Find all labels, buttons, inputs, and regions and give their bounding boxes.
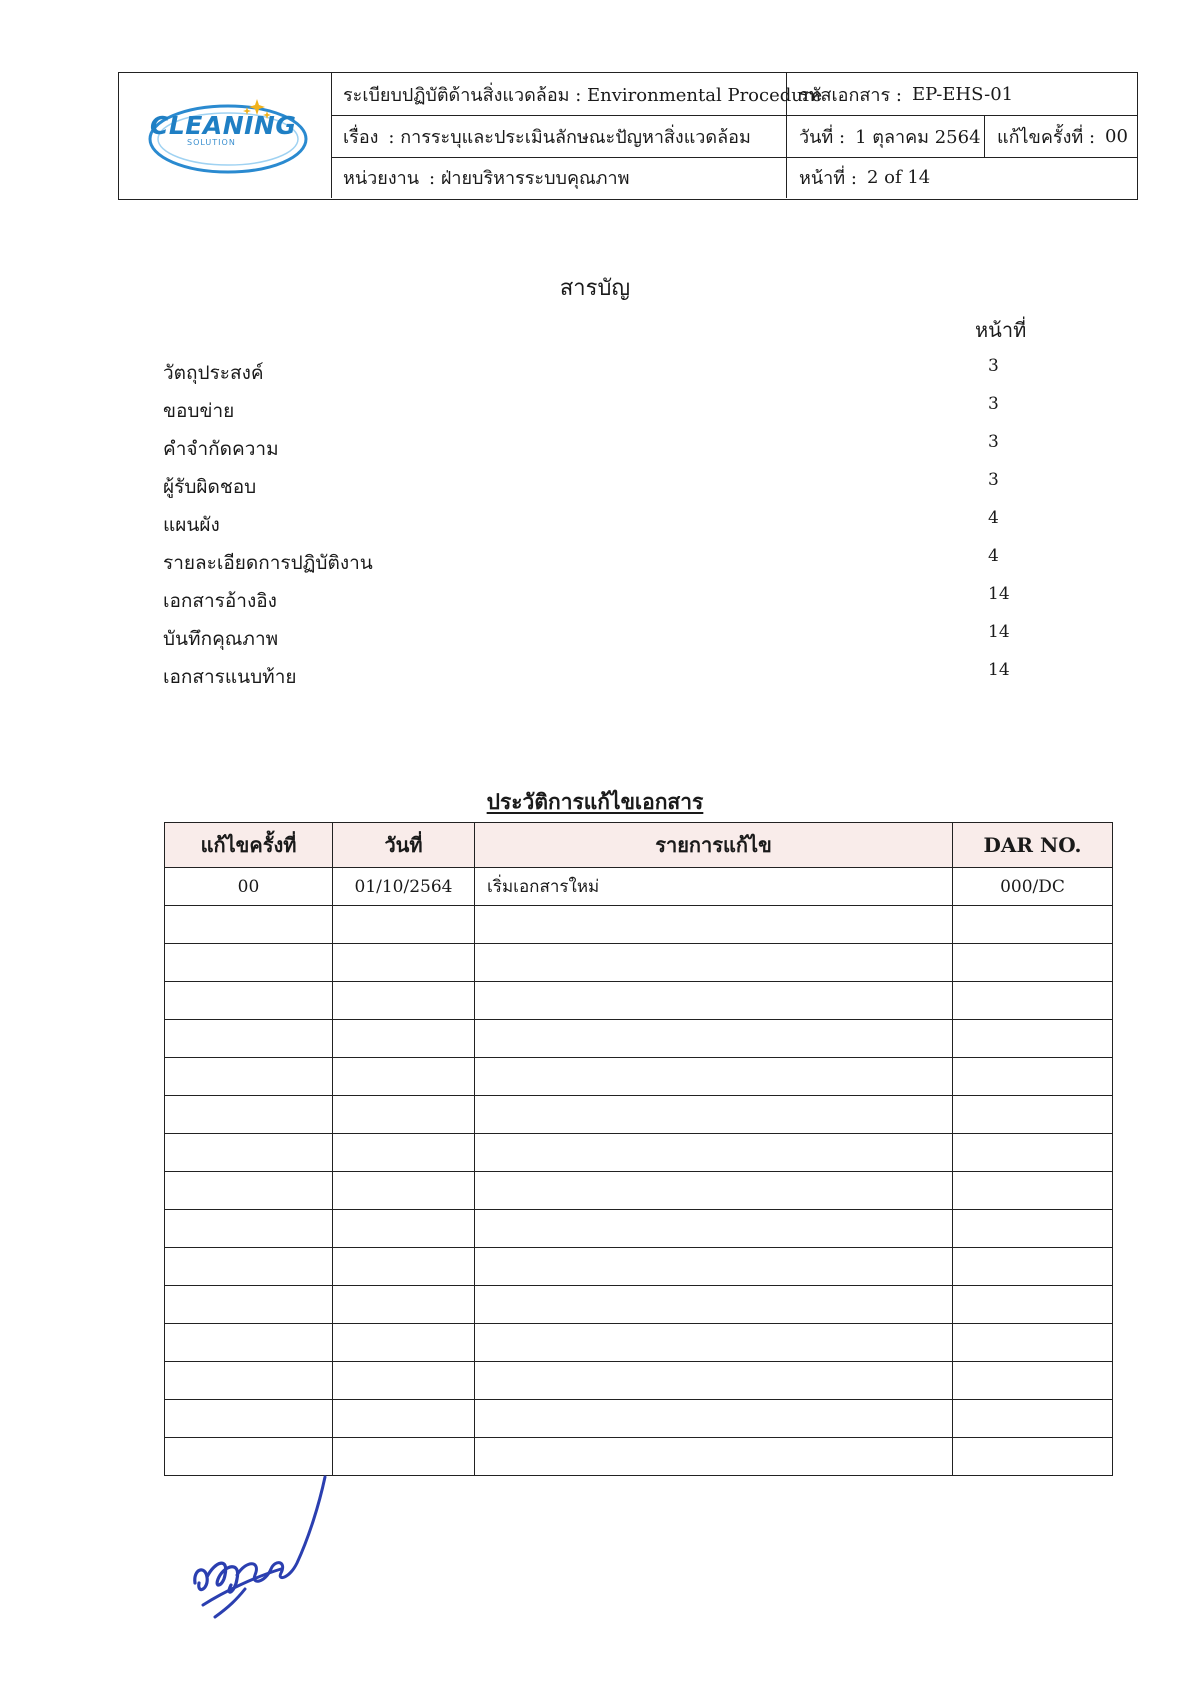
empty-cell: [953, 1210, 1113, 1248]
toc-item-page: 4: [988, 508, 999, 528]
department-cell: [331, 157, 787, 198]
toc-item: [160, 616, 1020, 654]
toc-item-page: 14: [988, 584, 1010, 604]
empty-cell: [333, 1096, 475, 1134]
empty-cell: [953, 1438, 1113, 1476]
header-row-subject: [331, 115, 1137, 158]
toc-item-title: แผนผัง: [163, 514, 220, 536]
logo-subtitle: SOLUTION: [187, 138, 236, 147]
revision-cell: [985, 115, 1137, 157]
empty-cell: [165, 1058, 333, 1096]
page-number-cell: [787, 157, 1137, 198]
date-cell: [787, 115, 985, 157]
empty-cell: [475, 906, 953, 944]
empty-cell: [953, 1362, 1113, 1400]
procedure-title: ระเบียบปฏิบัติด้านสิ่งแวดล้อม : Environmental Procedure: [331, 73, 787, 115]
toc-title: สารบัญ: [559, 276, 631, 301]
toc-item: [160, 388, 1020, 426]
revision-history-title-text: ประวัติการแก้ไขเอกสาร: [486, 789, 704, 814]
toc-item-title: เอกสารแนบท้าย: [163, 666, 297, 688]
empty-cell: [953, 1324, 1113, 1362]
empty-cell: [475, 944, 953, 982]
empty-cell: [165, 1210, 333, 1248]
doc-code-value: EP-EHS-01: [911, 83, 1014, 105]
empty-cell: [953, 906, 1113, 944]
doc-code-cell: [787, 73, 1137, 115]
empty-cell: [953, 982, 1113, 1020]
empty-cell: [333, 1210, 475, 1248]
toc-item-title: เอกสารอ้างอิง: [163, 590, 277, 612]
table-row-empty: [165, 1020, 1113, 1058]
empty-cell: [165, 1096, 333, 1134]
table-row-empty: [165, 1058, 1113, 1096]
empty-cell: [165, 906, 333, 944]
toc-item: [160, 350, 1020, 388]
empty-cell: [953, 1096, 1113, 1134]
toc-item: [160, 654, 1020, 692]
department-label: หน่วยงาน: [343, 168, 420, 189]
column-header-date: วันที่: [333, 823, 475, 868]
subject-cell: [331, 115, 787, 157]
empty-cell: [953, 1058, 1113, 1096]
empty-cell: [475, 1020, 953, 1058]
empty-cell: [165, 1400, 333, 1438]
empty-cell: [475, 1362, 953, 1400]
logo-cell: [119, 73, 332, 198]
table-row-empty: [165, 1324, 1113, 1362]
table-row-empty: [165, 1210, 1113, 1248]
header-row-department: [331, 157, 1137, 198]
toc-item-page: 4: [988, 546, 999, 566]
table-row-empty: [165, 982, 1113, 1020]
cell-description: เริ่มเอกสารใหม่: [475, 868, 953, 906]
toc-item-page: 14: [988, 622, 1010, 642]
table-row-empty: [165, 1172, 1113, 1210]
empty-cell: [333, 1438, 475, 1476]
empty-cell: [475, 1438, 953, 1476]
empty-cell: [953, 1400, 1113, 1438]
empty-cell: [475, 1210, 953, 1248]
department-value: : ฝ่ายบริหารระบบคุณภาพ: [429, 168, 630, 189]
subject-value: : การระบุและประเมินลักษณะปัญหาสิ่งแวดล้อม: [388, 126, 751, 148]
empty-cell: [475, 1172, 953, 1210]
revision-history-title: [0, 786, 1190, 819]
table-row-empty: [165, 944, 1113, 982]
toc-item: [160, 578, 1020, 616]
table-row-empty: [165, 1134, 1113, 1172]
empty-cell: [333, 1400, 475, 1438]
toc-item-title: ขอบข่าย: [163, 400, 235, 422]
empty-cell: [475, 982, 953, 1020]
subject-label: เรื่อง: [343, 126, 379, 148]
toc-item-title: บันทึกคุณภาพ: [163, 628, 279, 650]
empty-cell: [953, 944, 1113, 982]
empty-cell: [333, 1134, 475, 1172]
signature: [185, 1465, 335, 1625]
table-row-empty: [165, 1362, 1113, 1400]
table-row: [165, 868, 1113, 906]
empty-cell: [165, 944, 333, 982]
logo-wordmark: CLEANING: [150, 111, 297, 140]
empty-cell: [165, 1248, 333, 1286]
empty-cell: [333, 944, 475, 982]
column-header-description: รายการแก้ไข: [475, 823, 953, 868]
empty-cell: [475, 1248, 953, 1286]
toc-page-column-header: หน้าที่: [975, 318, 1027, 342]
revision-label: แก้ไขครั้งที่ :: [997, 126, 1096, 148]
revision-value: 00: [1105, 125, 1128, 147]
empty-cell: [953, 1134, 1113, 1172]
empty-cell: [953, 1020, 1113, 1058]
empty-cell: [333, 1248, 475, 1286]
cell-revision: 00: [165, 868, 333, 906]
empty-cell: [953, 1286, 1113, 1324]
empty-cell: [953, 1172, 1113, 1210]
empty-cell: [165, 1020, 333, 1058]
empty-cell: [475, 1134, 953, 1172]
table-row-empty: [165, 1096, 1113, 1134]
doc-code-label: รหัสเอกสาร :: [799, 84, 902, 106]
document-header: [118, 72, 1138, 200]
table-of-contents: [160, 350, 1020, 692]
table-header-row: [165, 823, 1113, 868]
toc-item: [160, 426, 1020, 464]
empty-cell: [475, 1096, 953, 1134]
toc-item-title: คำจำกัดความ: [163, 438, 279, 460]
toc-item-title: รายละเอียดการปฏิบัติงาน: [163, 552, 373, 574]
empty-cell: [953, 1248, 1113, 1286]
toc-item-page: 14: [988, 660, 1010, 680]
column-header-dar-no: DAR NO.: [953, 823, 1113, 868]
table-row-empty: [165, 1248, 1113, 1286]
empty-cell: [475, 1058, 953, 1096]
empty-cell: [333, 982, 475, 1020]
revision-history-table: [164, 822, 1113, 1476]
empty-cell: [165, 1134, 333, 1172]
empty-cell: [333, 1286, 475, 1324]
cell-date: 01/10/2564: [333, 868, 475, 906]
empty-cell: [165, 1286, 333, 1324]
column-header-revision: แก้ไขครั้งที่: [165, 823, 333, 868]
table-row-empty: [165, 906, 1113, 944]
toc-item-page: 3: [988, 470, 999, 490]
toc-item-page: 3: [988, 394, 999, 414]
toc-item: [160, 540, 1020, 578]
page-value: 2 of 14: [866, 167, 931, 188]
date-value: 1 ตุลาคม 2564: [855, 126, 981, 148]
toc-item-page: 3: [988, 432, 999, 452]
empty-cell: [165, 1362, 333, 1400]
toc-item-title: วัตถุประสงค์: [163, 362, 264, 384]
empty-cell: [333, 1058, 475, 1096]
empty-cell: [165, 1324, 333, 1362]
header-row-procedure: [331, 73, 1137, 116]
empty-cell: [475, 1324, 953, 1362]
toc-item-title: ผู้รับผิดชอบ: [163, 476, 257, 498]
cell-dar-no: 000/DC: [953, 868, 1113, 906]
empty-cell: [333, 1362, 475, 1400]
empty-cell: [333, 1172, 475, 1210]
toc-item: [160, 464, 1020, 502]
table-row-empty: [165, 1400, 1113, 1438]
page-label: หน้าที่ :: [799, 168, 857, 189]
date-label: วันที่ :: [799, 126, 846, 148]
empty-cell: [475, 1286, 953, 1324]
table-row-empty: [165, 1286, 1113, 1324]
empty-cell: [333, 906, 475, 944]
empty-cell: [165, 982, 333, 1020]
empty-cell: [333, 1020, 475, 1058]
empty-cell: [475, 1400, 953, 1438]
empty-cell: [165, 1172, 333, 1210]
empty-cell: [333, 1324, 475, 1362]
toc-item-page: 3: [988, 356, 999, 376]
toc-item: [160, 502, 1020, 540]
